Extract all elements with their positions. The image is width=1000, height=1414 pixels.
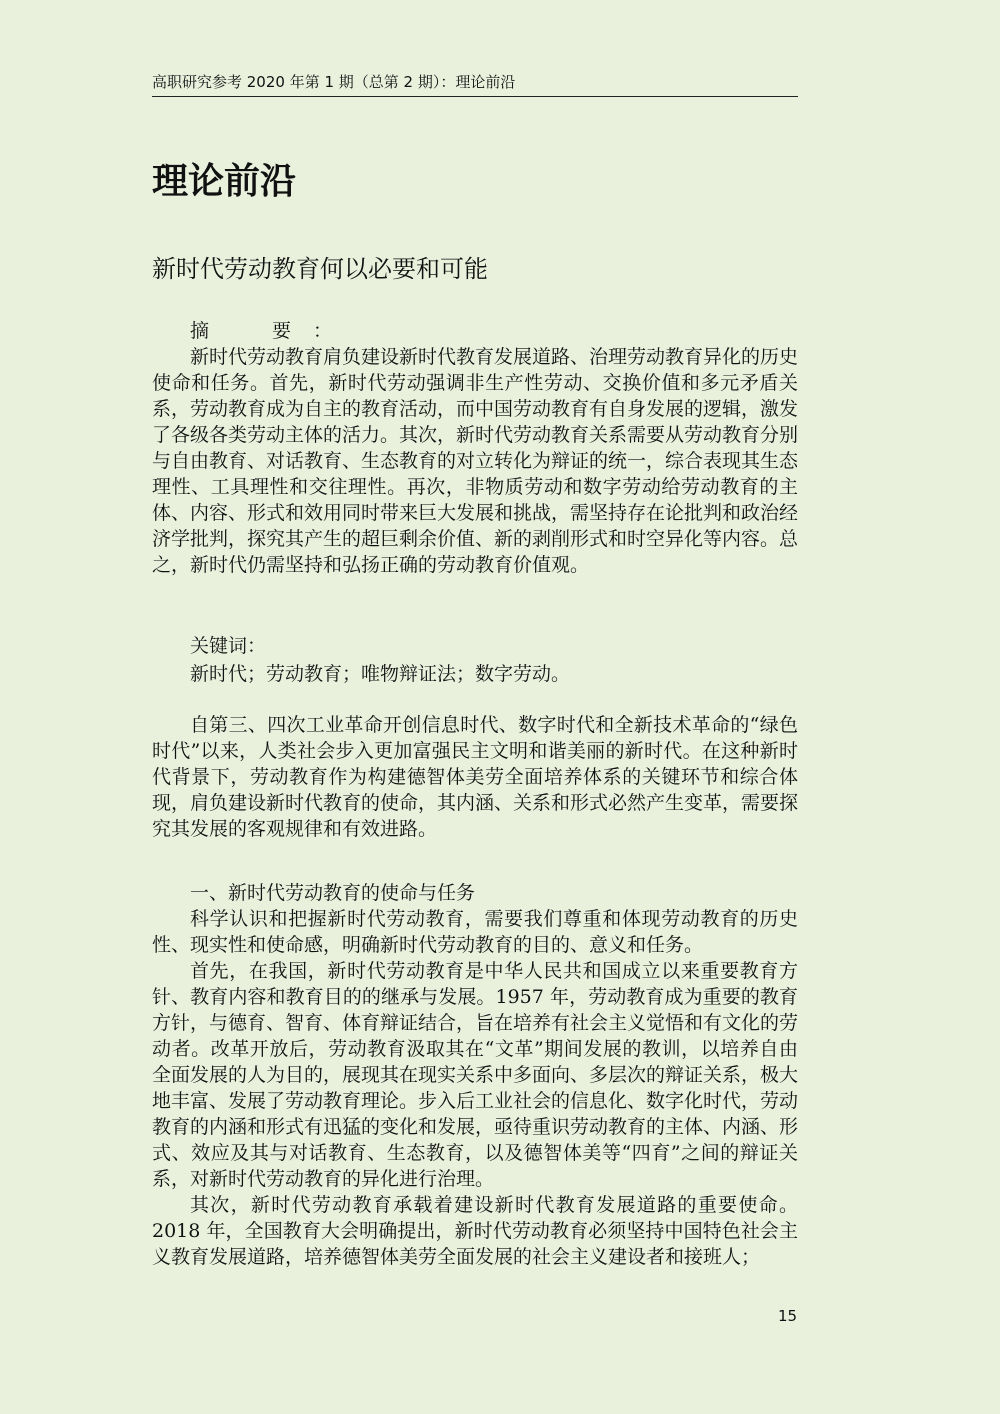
keywords-label: 关键词： (190, 635, 267, 657)
abstract-label: 摘 要： (190, 320, 355, 342)
body-paragraph: 科学认识和把握新时代劳动教育，需要我们尊重和体现劳动教育的历史性、现实性和使命感，明确新时代劳动教育的目的、意义和任务。 (152, 908, 798, 956)
keywords-block (152, 632, 798, 688)
intro-paragraph: 自第三、四次工业革命开创信息时代、数字时代和全新技术革命的“绿色时代”以来，人类社会步入更加富强民主文明和谐美丽的新时代。在这种新时代背景下，劳动教育作为构建德智体美劳全面培养体系的关键环节和综合体现，肩负建设新时代教育的使命，其内涵、关系和形式必然产生变革，需要探究其发展的客观规律和有效进路。 (152, 714, 799, 840)
article-title: 新时代劳动教育何以必要和可能 (152, 255, 488, 283)
body-paragraph: 其次，新时代劳动教育承载着建设新时代教育发展道路的重要使命。2018 年，全国教育大会明确提出，新时代劳动教育必须坚持中国特色社会主义教育发展道路，培养德智体美劳全面发展的社会主义建设者和接班人； (152, 1194, 798, 1268)
abstract-block (152, 318, 798, 578)
section-title: 理论前沿 (152, 161, 297, 202)
intro-block (152, 712, 798, 842)
section-one (152, 880, 798, 1270)
abstract-text: 新时代劳动教育肩负建设新时代教育发展道路、治理劳动教育异化的历史使命和任务。首先，新时代劳动强调非生产性劳动、交换价值和多元矛盾关系，劳动教育成为自主的教育活动，而中国劳动教育有自身发展的逻辑，激发了各级各类劳动主体的活力。其次，新时代劳动教育关系需要从劳动教育分别与自由教育、对话教育、生态教育的对立转化为辩证的统一，综合表现其生态理性、工具理性和交往理性。再次，非物质劳动和数字劳动给劳动教育的主体、内容、形式和效用同时带来巨大发展和挑战，需坚持存在论批判和政治经济学批判，探究其产生的超巨剩余价值、新的剥削形式和时空异化等内容。总之，新时代仍需坚持和弘扬正确的劳动教育价值观。 (152, 346, 799, 576)
keywords-text: 新时代；劳动教育；唯物辩证法；数字劳动。 (190, 663, 571, 685)
running-header: 高职研究参考 2020 年第 1 期（总第 2 期）：理论前沿 (152, 72, 798, 97)
body-paragraph: 首先，在我国，新时代劳动教育是中华人民共和国成立以来重要教育方针、教育内容和教育目的的继承与发展。1957 年，劳动教育成为重要的教育方针，与德育、智育、体育辩证结合，旨在培养有社会主义觉悟和有文化的劳动者。改革开放后，劳动教育汲取其在“文革”期间发展的教训，以培养自由全面发展的人为目的，展现其在现实关系中多面向、多层次的辩证关系，极大地丰富、发展了劳动教育理论。步入后工业社会的信息化、数字化时代，劳动教育的内涵和形式有迅猛的变化和发展，亟待重识劳动教育的主体、内涵、形式、效应及其与对话教育、生态教育，以及德智体美等“四育”之间的辩证关系，对新时代劳动教育的异化进行治理。 (152, 960, 799, 1190)
abstract-label-line (152, 318, 798, 344)
section-one-heading: 一、新时代劳动教育的使命与任务 (190, 882, 476, 904)
page-number: 15 (778, 1307, 798, 1325)
